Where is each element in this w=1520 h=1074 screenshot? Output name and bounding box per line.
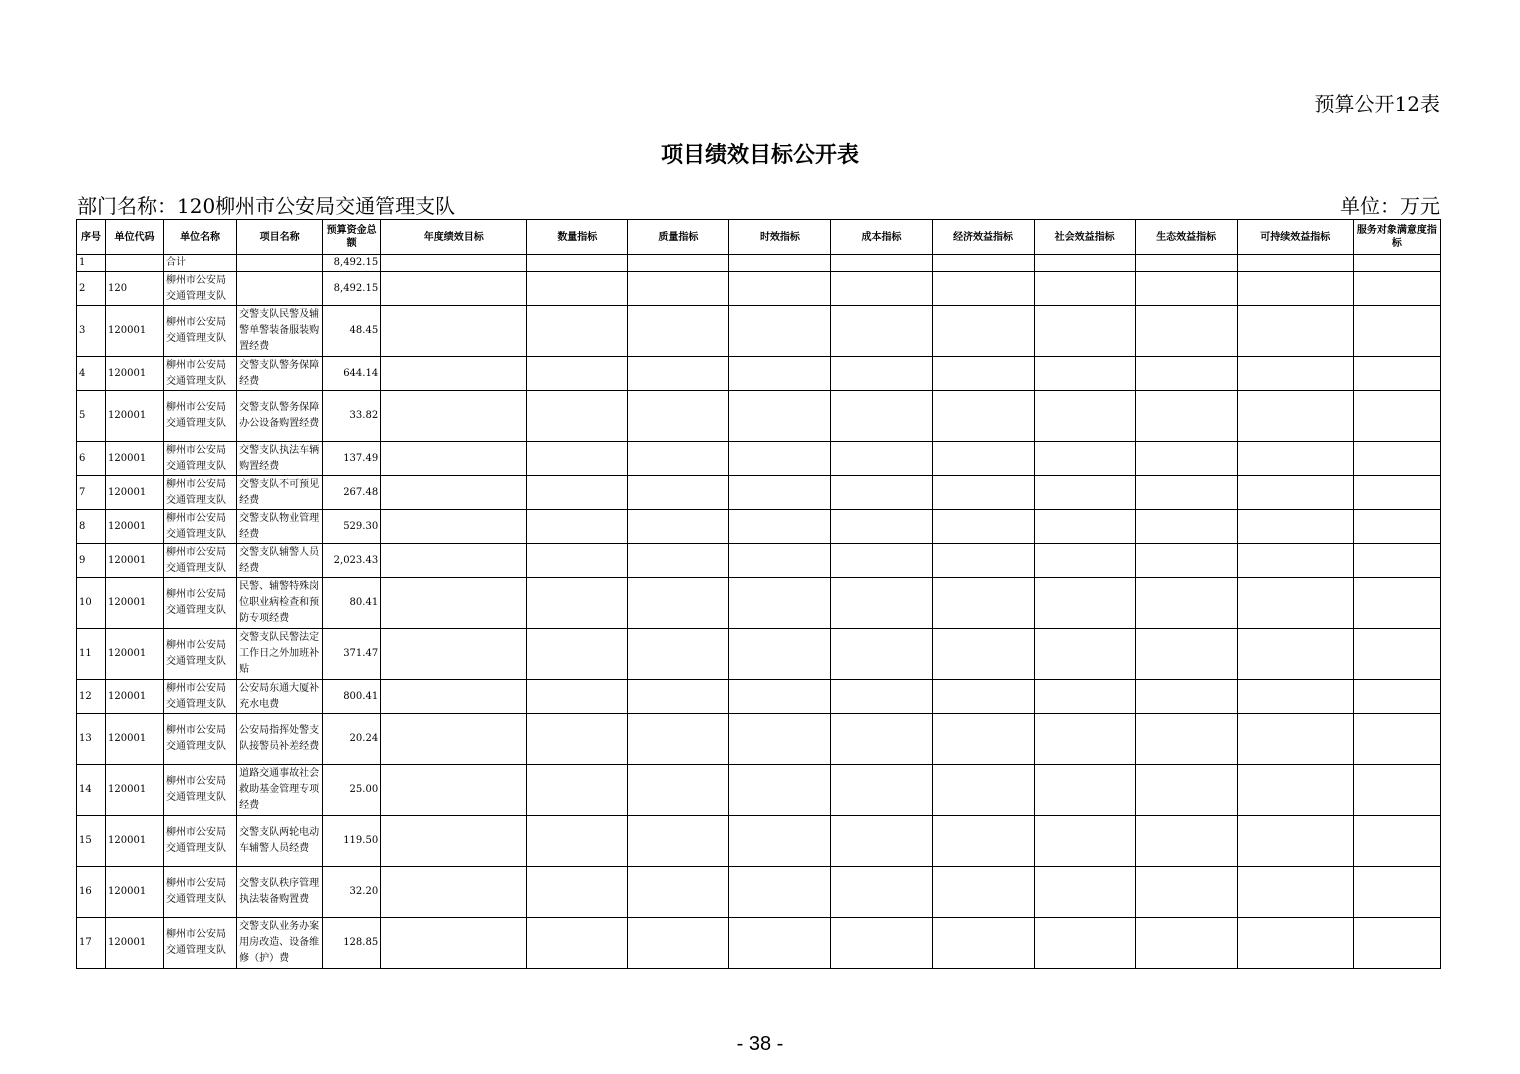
indicator-cell <box>381 629 527 680</box>
indicator-cell <box>381 765 527 816</box>
indicator-cell <box>831 255 932 272</box>
indicator-cell <box>831 578 932 629</box>
unit-code-cell: 120001 <box>106 765 164 816</box>
table-row <box>77 306 1441 357</box>
indicator-cell <box>932 476 1034 510</box>
column-header: 社会效益指标 <box>1034 220 1135 255</box>
project-name-cell: 交警支队业务办案用房改造、设备维修（护）费 <box>237 918 323 969</box>
project-name-cell: 公安局东通大厦补充水电费 <box>237 680 323 714</box>
indicator-cell <box>1353 867 1440 918</box>
project-name-cell: 民警、辅警特殊岗位职业病检查和预防专项经费 <box>237 578 323 629</box>
row-index-cell: 8 <box>77 510 106 544</box>
indicator-cell <box>932 357 1034 391</box>
indicator-cell <box>831 918 932 969</box>
indicator-cell <box>1034 816 1135 867</box>
unit-code-cell: 120001 <box>106 629 164 680</box>
indicator-cell <box>932 391 1034 442</box>
indicator-cell <box>1237 357 1353 391</box>
table-row <box>77 510 1441 544</box>
indicator-cell <box>628 816 729 867</box>
indicator-cell <box>729 816 831 867</box>
indicator-cell <box>1135 578 1237 629</box>
column-header: 生态效益指标 <box>1135 220 1237 255</box>
indicator-cell <box>1034 714 1135 765</box>
indicator-cell <box>1135 680 1237 714</box>
indicator-cell <box>729 272 831 306</box>
column-header: 项目名称 <box>237 220 323 255</box>
column-header: 序号 <box>77 220 106 255</box>
budget-amount-cell: 20.24 <box>323 714 381 765</box>
indicator-cell <box>1135 867 1237 918</box>
indicator-cell <box>1353 391 1440 442</box>
indicator-cell <box>1353 765 1440 816</box>
row-index-cell: 17 <box>77 918 106 969</box>
unit-code-cell: 120001 <box>106 391 164 442</box>
unit-name-cell: 柳州市公安局交通管理支队 <box>164 680 237 714</box>
unit-name-cell: 柳州市公安局交通管理支队 <box>164 629 237 680</box>
indicator-cell <box>932 544 1034 578</box>
indicator-cell <box>1034 680 1135 714</box>
indicator-cell <box>1135 918 1237 969</box>
row-index-cell: 11 <box>77 629 106 680</box>
indicator-cell <box>1353 476 1440 510</box>
indicator-cell <box>932 442 1034 476</box>
project-name-cell: 交警支队执法车辆购置经费 <box>237 442 323 476</box>
unit-code-cell: 120001 <box>106 578 164 629</box>
unit-name-cell: 柳州市公安局交通管理支队 <box>164 272 237 306</box>
indicator-cell <box>381 510 527 544</box>
table-row <box>77 544 1441 578</box>
indicator-cell <box>1237 918 1353 969</box>
indicator-cell <box>932 510 1034 544</box>
department-name: 部门名称：120柳州市公安局交通管理支队 <box>77 194 456 218</box>
project-name-cell: 交警支队警务保障办公设备购置经费 <box>237 391 323 442</box>
unit-code-cell: 120001 <box>106 918 164 969</box>
table-row <box>77 680 1441 714</box>
table-row <box>77 476 1441 510</box>
indicator-cell <box>1135 272 1237 306</box>
unit-code-cell: 120001 <box>106 306 164 357</box>
indicator-cell <box>932 680 1034 714</box>
indicator-cell <box>1135 714 1237 765</box>
indicator-cell <box>1034 306 1135 357</box>
indicator-cell <box>831 510 932 544</box>
budget-amount-cell: 119.50 <box>323 816 381 867</box>
indicator-cell <box>932 918 1034 969</box>
indicator-cell <box>1237 476 1353 510</box>
indicator-cell <box>628 255 729 272</box>
indicator-cell <box>628 357 729 391</box>
indicator-cell <box>381 272 527 306</box>
indicator-cell <box>527 578 628 629</box>
indicator-cell <box>1034 476 1135 510</box>
table-row <box>77 255 1441 272</box>
indicator-cell <box>1034 272 1135 306</box>
indicator-cell <box>1353 442 1440 476</box>
indicator-cell <box>527 255 628 272</box>
indicator-cell <box>381 680 527 714</box>
indicator-cell <box>527 391 628 442</box>
indicator-cell <box>831 714 932 765</box>
table-row <box>77 714 1441 765</box>
unit-code-cell: 120001 <box>106 357 164 391</box>
indicator-cell <box>381 357 527 391</box>
budget-amount-cell: 128.85 <box>323 918 381 969</box>
indicator-cell <box>1353 544 1440 578</box>
row-index-cell: 7 <box>77 476 106 510</box>
indicator-cell <box>1237 255 1353 272</box>
indicator-cell <box>831 629 932 680</box>
table-row <box>77 391 1441 442</box>
page-number: - 38 - <box>736 1033 784 1055</box>
indicator-cell <box>1237 442 1353 476</box>
indicator-cell <box>1237 629 1353 680</box>
indicator-cell <box>932 578 1034 629</box>
indicator-cell <box>527 867 628 918</box>
unit-name-cell: 柳州市公安局交通管理支队 <box>164 510 237 544</box>
project-name-cell: 交警支队警务保障经费 <box>237 357 323 391</box>
indicator-cell <box>831 544 932 578</box>
indicator-cell <box>1353 918 1440 969</box>
indicator-cell <box>1353 714 1440 765</box>
row-index-cell: 2 <box>77 272 106 306</box>
indicator-cell <box>1034 765 1135 816</box>
unit-code-cell: 120001 <box>106 476 164 510</box>
column-header: 成本指标 <box>831 220 932 255</box>
indicator-cell <box>628 476 729 510</box>
indicator-cell <box>1353 680 1440 714</box>
indicator-cell <box>381 544 527 578</box>
indicator-cell <box>381 816 527 867</box>
budget-amount-cell: 8,492.15 <box>323 255 381 272</box>
indicator-cell <box>831 765 932 816</box>
indicator-cell <box>1353 816 1440 867</box>
row-index-cell: 5 <box>77 391 106 442</box>
project-name-cell: 交警支队辅警人员经费 <box>237 544 323 578</box>
indicator-cell <box>628 629 729 680</box>
indicator-cell <box>729 765 831 816</box>
column-header: 质量指标 <box>628 220 729 255</box>
indicator-cell <box>628 272 729 306</box>
indicator-cell <box>1353 272 1440 306</box>
row-index-cell: 6 <box>77 442 106 476</box>
indicator-cell <box>381 918 527 969</box>
indicator-cell <box>1237 391 1353 442</box>
indicator-cell <box>729 442 831 476</box>
indicator-cell <box>381 442 527 476</box>
column-header: 数量指标 <box>527 220 628 255</box>
row-index-cell: 4 <box>77 357 106 391</box>
indicator-cell <box>381 476 527 510</box>
indicator-cell <box>628 442 729 476</box>
indicator-cell <box>1034 510 1135 544</box>
unit-name-cell: 合计 <box>164 255 237 272</box>
indicator-cell <box>628 510 729 544</box>
indicator-cell <box>729 578 831 629</box>
indicator-cell <box>1353 510 1440 544</box>
indicator-cell <box>1237 306 1353 357</box>
indicator-cell <box>628 391 729 442</box>
indicator-cell <box>1034 629 1135 680</box>
indicator-cell <box>1034 867 1135 918</box>
indicator-cell <box>527 306 628 357</box>
indicator-cell <box>527 714 628 765</box>
indicator-cell <box>381 306 527 357</box>
page-title: 项目绩效目标公开表 <box>660 143 859 168</box>
unit-name-cell: 柳州市公安局交通管理支队 <box>164 442 237 476</box>
indicator-cell <box>1034 442 1135 476</box>
row-index-cell: 14 <box>77 765 106 816</box>
indicator-cell <box>932 255 1034 272</box>
indicator-cell <box>527 680 628 714</box>
indicator-cell <box>628 714 729 765</box>
indicator-cell <box>1237 714 1353 765</box>
indicator-cell <box>381 714 527 765</box>
indicator-cell <box>729 629 831 680</box>
indicator-cell <box>527 765 628 816</box>
project-name-cell: 道路交通事故社会救助基金管理专项经费 <box>237 765 323 816</box>
indicator-cell <box>1353 629 1440 680</box>
indicator-cell <box>527 816 628 867</box>
column-header: 时效指标 <box>729 220 831 255</box>
indicator-cell <box>381 391 527 442</box>
indicator-cell <box>628 765 729 816</box>
unit-name-cell: 柳州市公安局交通管理支队 <box>164 918 237 969</box>
column-header: 可持续效益指标 <box>1237 220 1353 255</box>
indicator-cell <box>628 544 729 578</box>
unit-name-cell: 柳州市公安局交通管理支队 <box>164 714 237 765</box>
unit-name-cell: 柳州市公安局交通管理支队 <box>164 306 237 357</box>
indicator-cell <box>628 680 729 714</box>
row-index-cell: 1 <box>77 255 106 272</box>
unit-name-cell: 柳州市公安局交通管理支队 <box>164 816 237 867</box>
indicator-cell <box>527 629 628 680</box>
table-row <box>77 867 1441 918</box>
indicator-cell <box>628 918 729 969</box>
indicator-cell <box>831 272 932 306</box>
row-index-cell: 3 <box>77 306 106 357</box>
indicator-cell <box>1034 918 1135 969</box>
budget-amount-cell: 137.49 <box>323 442 381 476</box>
column-header: 单位名称 <box>164 220 237 255</box>
project-name-cell <box>237 255 323 272</box>
indicator-cell <box>527 357 628 391</box>
indicator-cell <box>831 391 932 442</box>
unit-name-cell: 柳州市公安局交通管理支队 <box>164 357 237 391</box>
unit-code-cell: 120001 <box>106 867 164 918</box>
row-index-cell: 16 <box>77 867 106 918</box>
indicator-cell <box>729 255 831 272</box>
column-header: 经济效益指标 <box>932 220 1034 255</box>
unit-code-cell: 120001 <box>106 442 164 476</box>
indicator-cell <box>932 306 1034 357</box>
unit-name-cell: 柳州市公安局交通管理支队 <box>164 391 237 442</box>
budget-amount-cell: 8,492.15 <box>323 272 381 306</box>
performance-table <box>76 219 1441 969</box>
budget-amount-cell: 371.47 <box>323 629 381 680</box>
indicator-cell <box>1034 255 1135 272</box>
unit-name-cell: 柳州市公安局交通管理支队 <box>164 765 237 816</box>
indicator-cell <box>381 255 527 272</box>
indicator-cell <box>1237 544 1353 578</box>
project-name-cell <box>237 272 323 306</box>
indicator-cell <box>1237 765 1353 816</box>
indicator-cell <box>1237 680 1353 714</box>
budget-amount-cell: 48.45 <box>323 306 381 357</box>
column-header: 预算资金总额 <box>323 220 381 255</box>
unit-code-cell: 120001 <box>106 510 164 544</box>
column-header: 服务对象满意度指标 <box>1353 220 1440 255</box>
indicator-cell <box>1237 578 1353 629</box>
indicator-cell <box>1237 867 1353 918</box>
row-index-cell: 9 <box>77 544 106 578</box>
unit-name-cell: 柳州市公安局交通管理支队 <box>164 544 237 578</box>
indicator-cell <box>831 357 932 391</box>
indicator-cell <box>1353 357 1440 391</box>
indicator-cell <box>932 629 1034 680</box>
indicator-cell <box>932 816 1034 867</box>
unit-code-cell: 120001 <box>106 544 164 578</box>
indicator-cell <box>1135 476 1237 510</box>
project-name-cell: 交警支队民警及辅警单警装备服装购置经费 <box>237 306 323 357</box>
project-name-cell: 交警支队秩序管理执法装备购置费 <box>237 867 323 918</box>
row-index-cell: 15 <box>77 816 106 867</box>
indicator-cell <box>628 306 729 357</box>
indicator-cell <box>381 578 527 629</box>
indicator-cell <box>1135 544 1237 578</box>
indicator-cell <box>527 510 628 544</box>
indicator-cell <box>1353 306 1440 357</box>
indicator-cell <box>729 544 831 578</box>
budget-amount-cell: 800.41 <box>323 680 381 714</box>
indicator-cell <box>729 714 831 765</box>
table-row <box>77 578 1441 629</box>
table-row <box>77 442 1441 476</box>
indicator-cell <box>729 680 831 714</box>
unit-code-cell <box>106 255 164 272</box>
row-index-cell: 12 <box>77 680 106 714</box>
project-name-cell: 交警支队物业管理经费 <box>237 510 323 544</box>
indicator-cell <box>1135 510 1237 544</box>
budget-amount-cell: 25.00 <box>323 765 381 816</box>
table-row <box>77 918 1441 969</box>
indicator-cell <box>527 476 628 510</box>
indicator-cell <box>831 867 932 918</box>
column-header: 年度绩效目标 <box>381 220 527 255</box>
indicator-cell <box>1135 255 1237 272</box>
indicator-cell <box>1135 816 1237 867</box>
table-row <box>77 272 1441 306</box>
indicator-cell <box>831 476 932 510</box>
indicator-cell <box>831 442 932 476</box>
indicator-cell <box>932 714 1034 765</box>
indicator-cell <box>729 306 831 357</box>
unit-name-cell: 柳州市公安局交通管理支队 <box>164 578 237 629</box>
indicator-cell <box>1135 306 1237 357</box>
indicator-cell <box>1135 629 1237 680</box>
unit-name-cell: 柳州市公安局交通管理支队 <box>164 867 237 918</box>
indicator-cell <box>831 816 932 867</box>
project-name-cell: 交警支队不可预见经费 <box>237 476 323 510</box>
table-header-row <box>77 220 1441 255</box>
indicator-cell <box>729 510 831 544</box>
budget-amount-cell: 2,023.43 <box>323 544 381 578</box>
indicator-cell <box>1034 578 1135 629</box>
indicator-cell <box>1135 357 1237 391</box>
unit-code-cell: 120001 <box>106 714 164 765</box>
indicator-cell <box>1135 765 1237 816</box>
budget-amount-cell: 32.20 <box>323 867 381 918</box>
project-name-cell: 交警支队两轮电动车辅警人员经费 <box>237 816 323 867</box>
indicator-cell <box>1353 578 1440 629</box>
column-header: 单位代码 <box>106 220 164 255</box>
indicator-cell <box>729 476 831 510</box>
budget-amount-cell: 80.41 <box>323 578 381 629</box>
table-row <box>77 816 1441 867</box>
indicator-cell <box>729 918 831 969</box>
indicator-cell <box>1135 391 1237 442</box>
table-row <box>77 629 1441 680</box>
unit-label: 单位：万元 <box>1340 194 1440 218</box>
indicator-cell <box>527 442 628 476</box>
indicator-cell <box>1034 391 1135 442</box>
indicator-cell <box>729 357 831 391</box>
unit-code-cell: 120 <box>106 272 164 306</box>
project-name-cell: 交警支队民警法定工作日之外加班补贴 <box>237 629 323 680</box>
project-name-cell: 公安局指挥处警支队接警员补差经费 <box>237 714 323 765</box>
unit-code-cell: 120001 <box>106 816 164 867</box>
indicator-cell <box>1237 816 1353 867</box>
table-row <box>77 765 1441 816</box>
indicator-cell <box>729 391 831 442</box>
indicator-cell <box>831 306 932 357</box>
row-index-cell: 10 <box>77 578 106 629</box>
row-index-cell: 13 <box>77 714 106 765</box>
indicator-cell <box>527 544 628 578</box>
indicator-cell <box>932 867 1034 918</box>
budget-amount-cell: 529.30 <box>323 510 381 544</box>
indicator-cell <box>1237 510 1353 544</box>
table-row <box>77 357 1441 391</box>
indicator-cell <box>729 867 831 918</box>
budget-amount-cell: 644.14 <box>323 357 381 391</box>
budget-amount-cell: 267.48 <box>323 476 381 510</box>
indicator-cell <box>831 680 932 714</box>
indicator-cell <box>527 918 628 969</box>
indicator-cell <box>1237 272 1353 306</box>
indicator-cell <box>628 867 729 918</box>
indicator-cell <box>1353 255 1440 272</box>
indicator-cell <box>932 272 1034 306</box>
indicator-cell <box>381 867 527 918</box>
budget-amount-cell: 33.82 <box>323 391 381 442</box>
unit-code-cell: 120001 <box>106 680 164 714</box>
indicator-cell <box>1034 544 1135 578</box>
indicator-cell <box>628 578 729 629</box>
indicator-cell <box>527 272 628 306</box>
indicator-cell <box>932 765 1034 816</box>
indicator-cell <box>1135 442 1237 476</box>
unit-name-cell: 柳州市公安局交通管理支队 <box>164 476 237 510</box>
indicator-cell <box>1034 357 1135 391</box>
form-number-label: 预算公开12表 <box>1314 92 1440 116</box>
